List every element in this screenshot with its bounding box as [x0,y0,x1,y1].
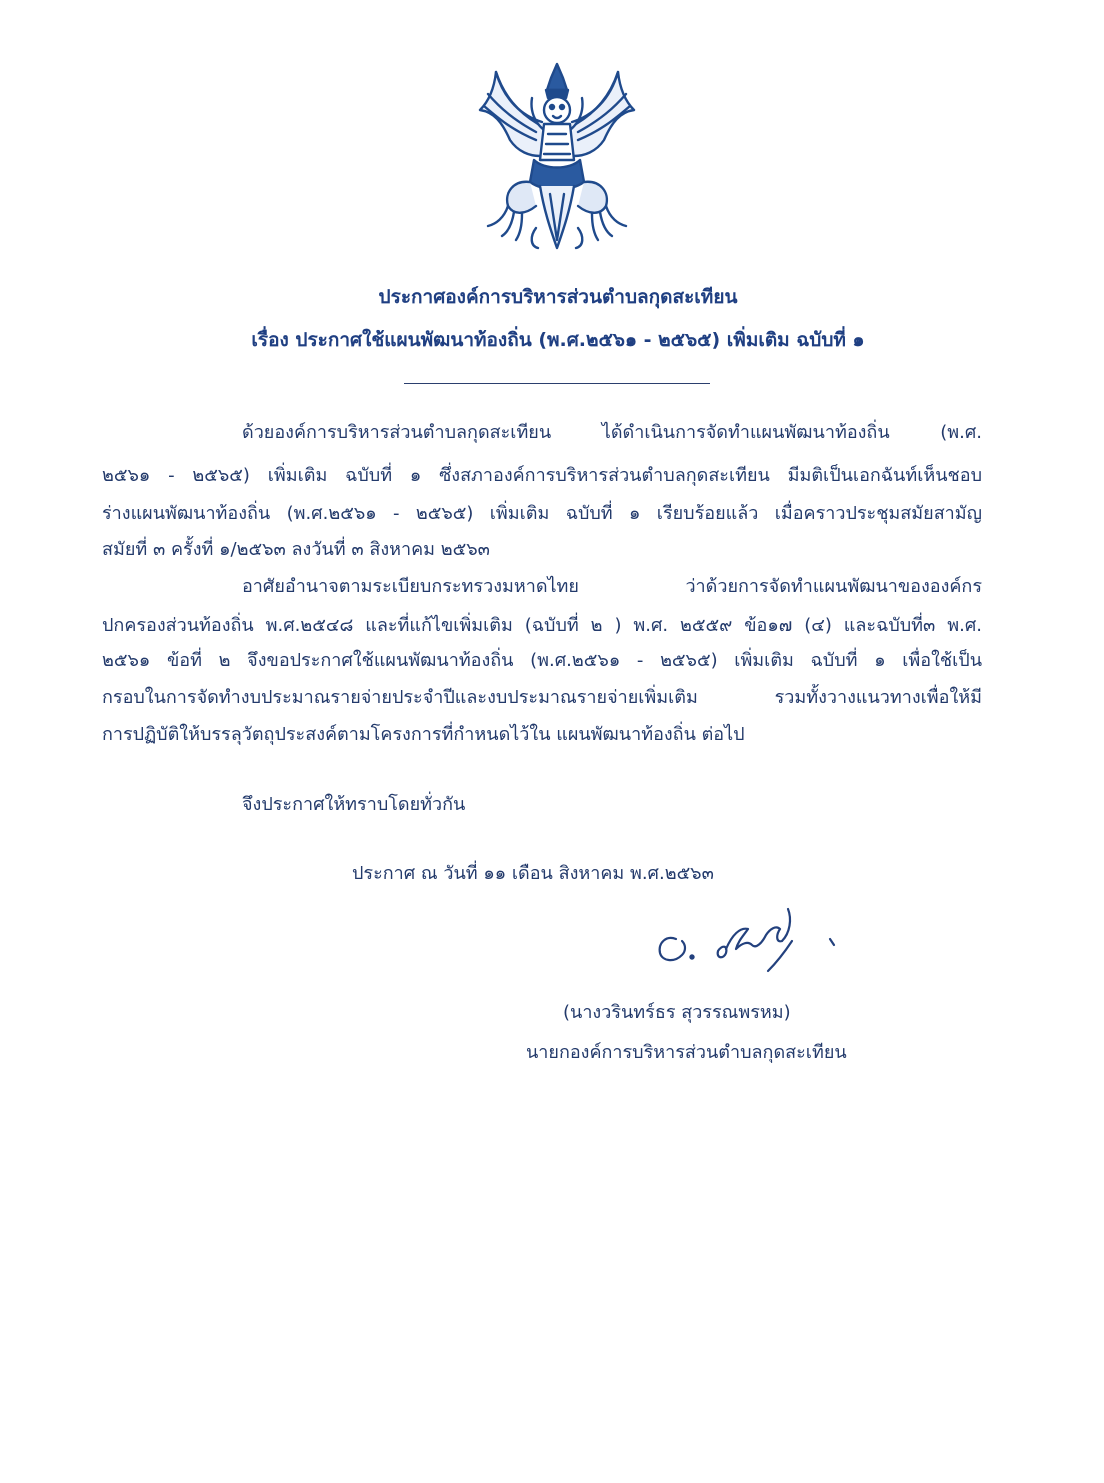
announcement-subject: เรื่อง ประกาศใช้แผนพัฒนาท้องถิ่น (พ.ศ.๒๕๖๑ - ๒๕๖๕) เพิ่มเติม ฉบับที่ ๑ [251,329,865,351]
paragraph-2-line-5: การปฏิบัติให้บรรลุวัตถุประสงค์ตามโครงการที่กำหนดไว้ใน แผนพัฒนาท้องถิ่น ต่อไป [102,724,745,745]
paragraph-1-line-3: ร่างแผนพัฒนาท้องถิ่น (พ.ศ.๒๕๖๑ - ๒๕๖๕) เพิ่มเติม ฉบับที่ ๑ เรียบร้อยแล้ว เมื่อคราวประชุมสมัยสามัญ [102,503,982,524]
paragraph-1-line-4: สมัยที่ ๓ ครั้งที่ ๑/๒๕๖๓ ลงวันที่ ๓ สิงหาคม ๒๕๖๓ [102,539,490,560]
title-divider [404,383,710,384]
paragraph-2-line-1: อาศัยอำนาจตามระเบียบกระทรวงมหาดไทย ว่าด้วยการจัดทำแผนพัฒนาขององค์กร [242,576,982,597]
paragraph-1-line-1: ด้วยองค์การบริหารส่วนตำบลกุดสะเทียน ได้ดำเนินการจัดทำแผนพัฒนาท้องถิ่น (พ.ศ. [242,422,982,443]
signatory-name: (นางวรินทร์ธร สุวรรณพรหม) [563,1002,791,1023]
paragraph-2-line-3: ๒๕๖๑ ข้อที่ ๒ จึงขอประกาศใช้แผนพัฒนาท้องถิ่น (พ.ศ.๒๕๖๑ - ๒๕๖๕) เพิ่มเติม ฉบับที่ ๑ เพื่อใช้เป็น [102,650,982,671]
announcement-title: ประกาศองค์การบริหารส่วนตำบลกุดสะเทียน [378,286,738,308]
signatory-position: นายกองค์การบริหารส่วนตำบลกุดสะเทียน [526,1042,847,1063]
paragraph-1-line-2: ๒๕๖๑ - ๒๕๖๕) เพิ่มเติม ฉบับที่ ๑ ซึ่งสภาองค์การบริหารส่วนตำบลกุดสะเทียน มีมติเป็นเอกฉันท์เห็นชอบ [102,465,982,486]
announcement-date: ประกาศ ณ วันที่ ๑๑ เดือน สิงหาคม พ.ศ.๒๕๖๓ [352,863,714,884]
handwritten-signature [652,905,842,973]
paragraph-2-line-2: ปกครองส่วนท้องถิ่น พ.ศ.๒๕๔๘ และที่แก้ไขเพิ่มเติม (ฉบับที่ ๒ ) พ.ศ. ๒๕๕๙ ข้อ๑๗ (๔) และฉบับที่๓ พ.ศ. [102,615,982,636]
garuda-emblem [474,60,640,254]
closing-statement: จึงประกาศให้ทราบโดยทั่วกัน [242,794,466,815]
paragraph-2-line-4: กรอบในการจัดทำงบประมาณรายจ่ายประจำปีและงบประมาณรายจ่ายเพิ่มเติม รวมทั้งวางแนวทางเพื่อให้มี [102,687,982,708]
